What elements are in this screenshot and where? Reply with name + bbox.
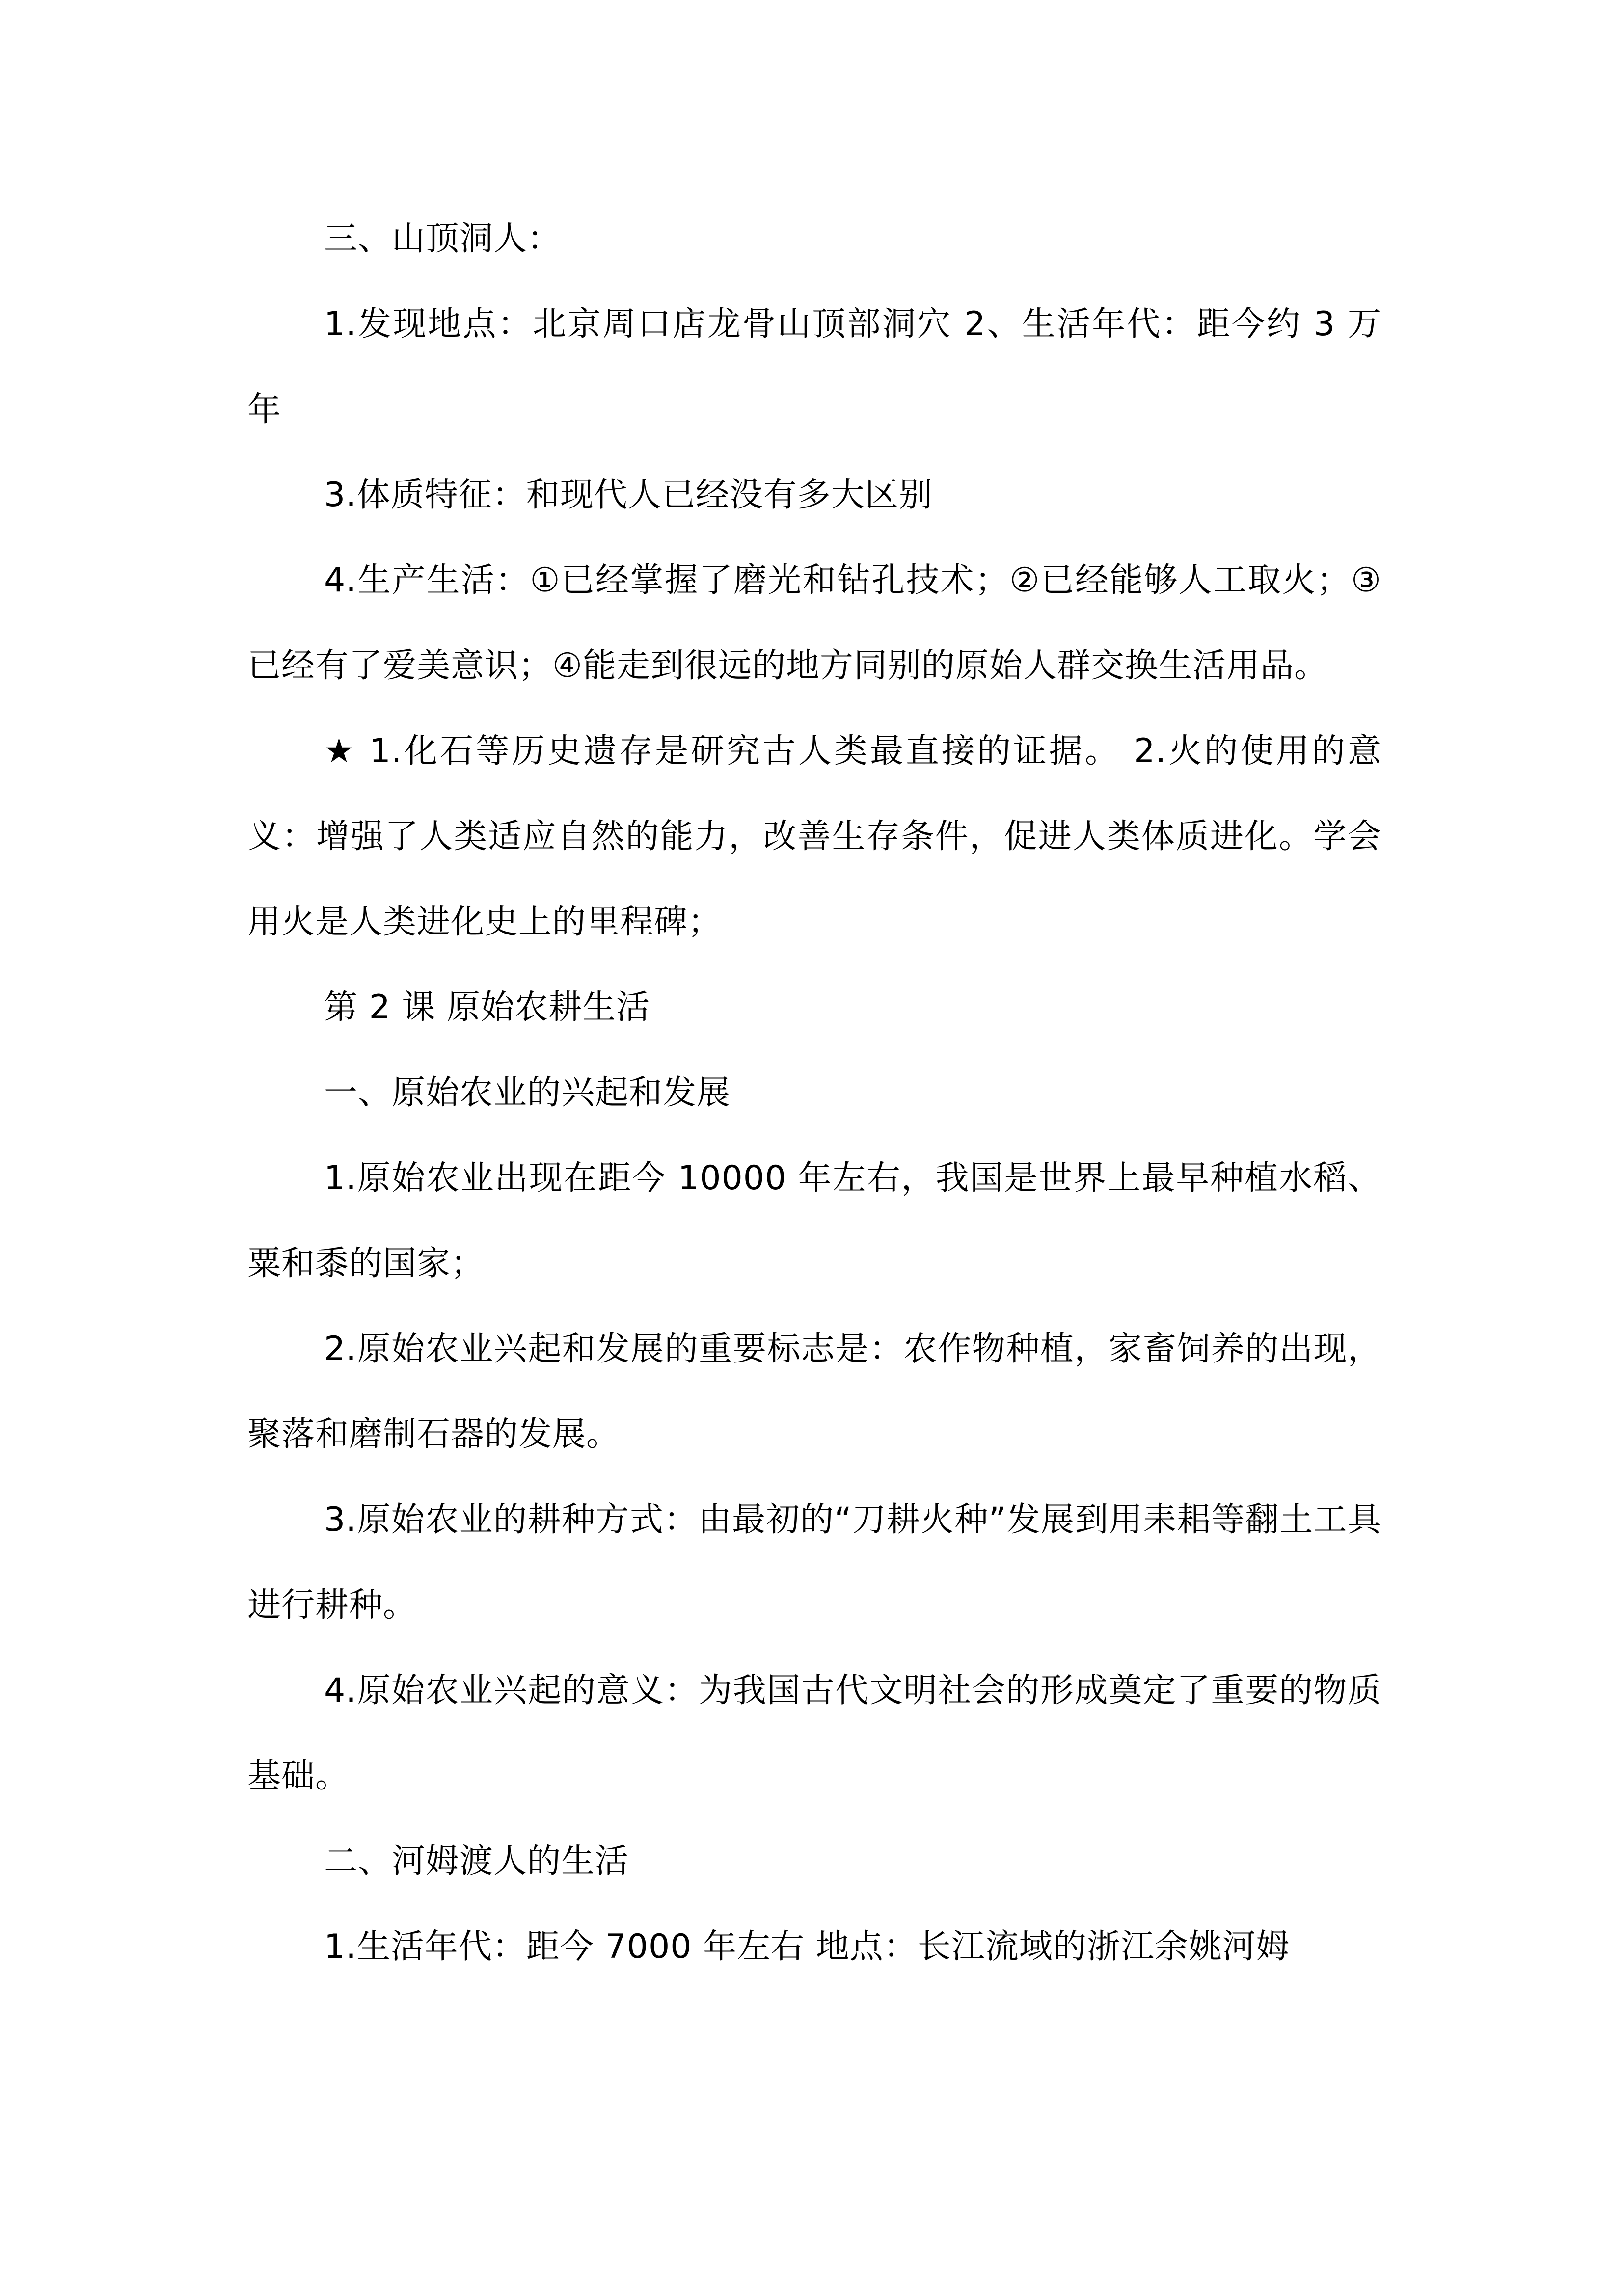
paragraph-physical-traits: 3.体质特征：和现代人已经没有多大区别 xyxy=(324,476,933,514)
lesson-heading: 第 2 课 原始农耕生活 xyxy=(324,988,650,1027)
paragraph-production-life: 4.生产生活：①已经掌握了磨光和钻孔技术；②已经能够人工取火；③已经有了爱美意识；④能走到很远的地方同别的原始人群交换生活用品。 xyxy=(247,561,1381,685)
paragraph-discovery-site: 1.发现地点：北京周口店龙骨山顶部洞穴 2、生活年代：距今约 3 万年 xyxy=(247,305,1381,429)
paragraph-hemudu-era: 1.生活年代：距今 7000 年左右 地点：长江流域的浙江余姚河姆 xyxy=(324,1927,1290,1966)
paragraph-agriculture-significance: 4.原始农业兴起的意义：为我国古代文明社会的形成奠定了重要的物质基础。 xyxy=(247,1671,1381,1795)
document-body xyxy=(247,196,1381,1990)
section-heading-shandingdong: 三、山顶洞人： xyxy=(324,219,562,258)
section-heading-hemudu: 二、河姆渡人的生活 xyxy=(324,1842,629,1881)
paragraph-farming-method: 3.原始农业的耕种方式：由最初的“刀耕火种”发展到用耒耜等翻土工具进行耕种。 xyxy=(247,1500,1381,1625)
paragraph-agriculture-origin: 1.原始农业出现在距今 10000 年左右，我国是世界上最早种植水稻、粟和黍的国家； xyxy=(247,1159,1381,1283)
section-heading-agriculture: 一、原始农业的兴起和发展 xyxy=(324,1073,731,1112)
paragraph-key-points: ★ 1.化石等历史遗存是研究古人类最直接的证据。 2.火的使用的意义：增强了人类适应自然的能力，改善生存条件，促进人类体质进化。学会用火是人类进化史上的里程碑； xyxy=(247,732,1381,941)
paragraph-agriculture-signs: 2.原始农业兴起和发展的重要标志是：农作物种植，家畜饲养的出现，聚落和磨制石器的发展。 xyxy=(247,1330,1381,1454)
